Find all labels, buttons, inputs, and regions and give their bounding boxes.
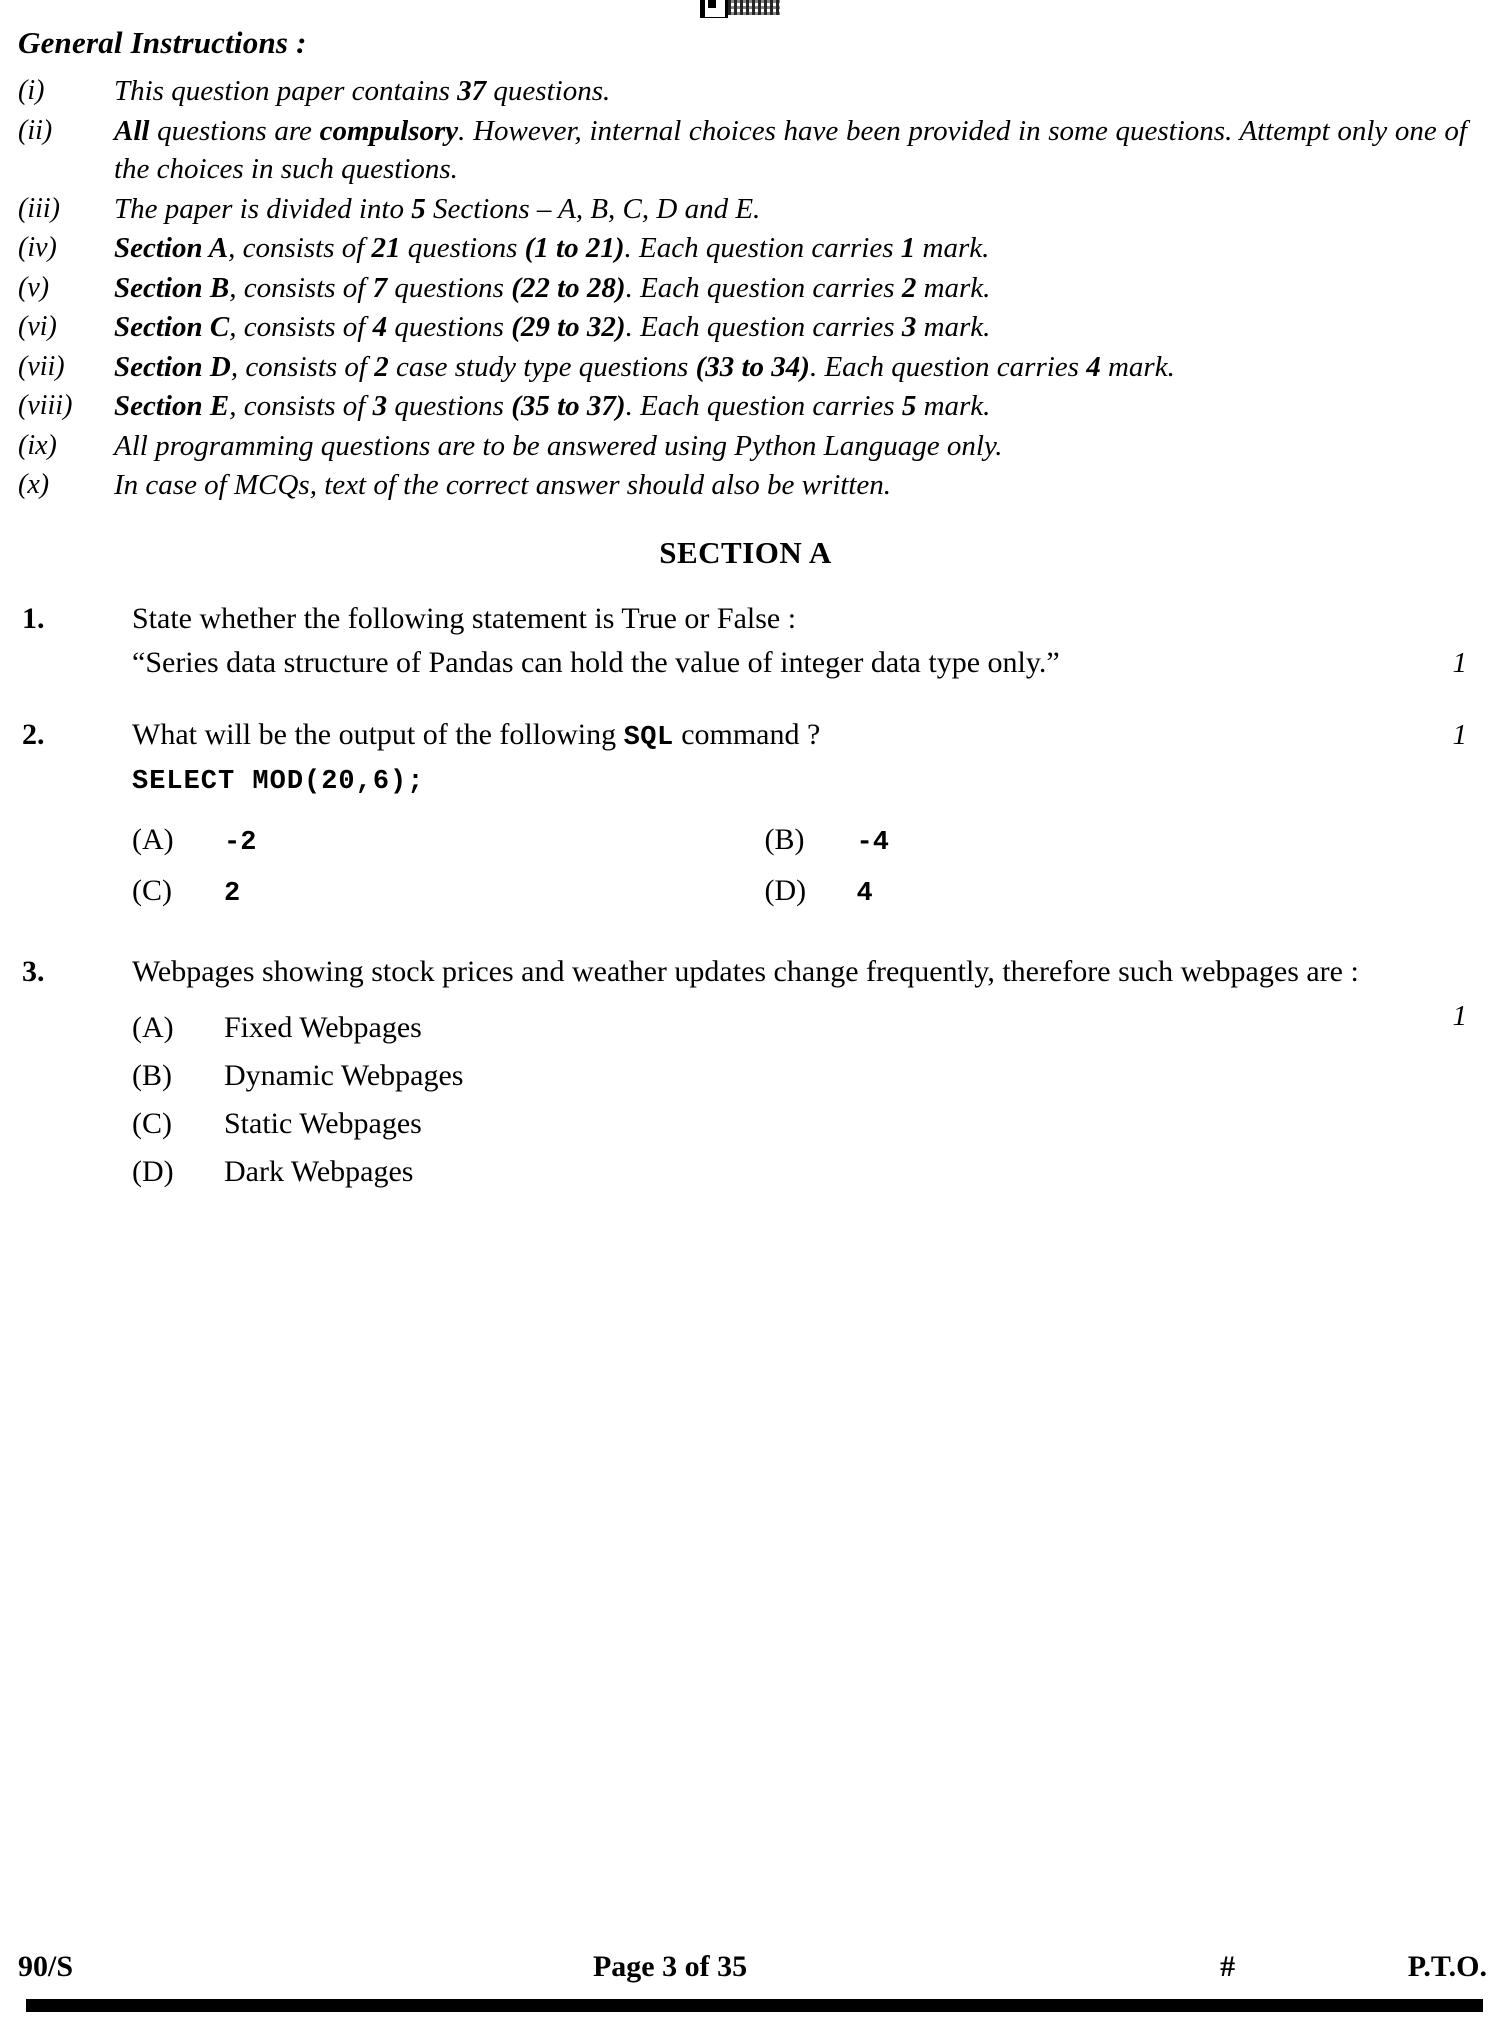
question-1-line-1: State whether the following statement is True or False : xyxy=(132,601,797,635)
page-content xyxy=(18,24,1473,1196)
question-2-option-d-label: (D) xyxy=(764,873,807,907)
footer-page-number: Page 3 of 35 xyxy=(592,1950,748,1983)
question-2-option-a-label: (A) xyxy=(132,822,174,856)
question-2-stem-after: command ? xyxy=(673,717,821,751)
question-2-option-a[interactable] xyxy=(132,816,765,867)
question-2-code: SELECT MOD(20,6); xyxy=(132,766,425,797)
instruction-item-6-marker: (vi) xyxy=(18,311,57,342)
question-3-marks: 1 xyxy=(1452,999,1467,1032)
instruction-item-10 xyxy=(18,466,1473,505)
question-2-options xyxy=(132,816,1397,918)
question-3-options xyxy=(132,1004,1397,1196)
instruction-item-8-text: Section E, consists of 3 questions (35 to 37). Each question carries 5 mark. xyxy=(114,390,991,422)
question-2-body xyxy=(132,713,1473,918)
instruction-item-3-marker: (iii) xyxy=(18,192,60,224)
question-3-option-b-value: Dynamic Webpages xyxy=(224,1058,464,1092)
page-footer xyxy=(18,1946,1487,1988)
instruction-item-1 xyxy=(18,72,1473,111)
datamatrix-code-icon xyxy=(700,0,790,18)
instruction-item-1-marker: (i) xyxy=(18,75,45,106)
question-3-option-d-label: (D) xyxy=(132,1154,174,1188)
question-2-option-b-label: (B) xyxy=(764,822,805,856)
question-3-option-c-label: (C) xyxy=(132,1106,172,1140)
question-3-option-a[interactable] xyxy=(132,1004,1397,1052)
question-3-stem: Webpages showing stock prices and weather updates change frequently, therefore such webpages are : xyxy=(132,954,1359,988)
question-2-option-c-label: (C) xyxy=(132,873,172,907)
question-2-marks: 1 xyxy=(1452,718,1467,751)
instruction-item-9 xyxy=(18,427,1473,466)
instruction-item-4 xyxy=(18,229,1473,268)
instruction-item-4-text: Section A, consists of 21 questions (1 to 21). Each question carries 1 mark. xyxy=(114,232,990,264)
question-1-marks: 1 xyxy=(1452,646,1467,679)
question-3 xyxy=(18,950,1473,1196)
question-2-option-c-value: 2 xyxy=(224,878,241,909)
question-2-options-right xyxy=(765,816,1398,918)
question-1-line-2: “Series data structure of Pandas can hold the value of integer data type only.” xyxy=(132,645,1060,679)
instruction-item-7 xyxy=(18,348,1473,387)
footer-pto: P.T.O. xyxy=(1407,1950,1487,1983)
instruction-item-10-marker: (x) xyxy=(18,469,50,500)
section-a-heading: SECTION A xyxy=(659,534,832,570)
question-3-option-a-label: (A) xyxy=(132,1010,174,1044)
question-2-option-c[interactable] xyxy=(132,867,765,918)
footer-divider-bar xyxy=(26,1999,1483,2012)
question-2-stem xyxy=(132,713,1397,760)
instruction-item-7-text: Section D, consists of 2 case study type questions (33 to 34). Each question carries 4 mark. xyxy=(114,350,1175,383)
question-2-number: 2. xyxy=(22,717,45,751)
question-3-option-c-value: Static Webpages xyxy=(224,1106,422,1140)
general-instructions-title: General Instructions : xyxy=(18,25,307,60)
instruction-item-6 xyxy=(18,308,1473,347)
instruction-item-3-text: The paper is divided into 5 Sections – A, B, C, D and E. xyxy=(114,192,761,225)
instruction-item-10-text: In case of MCQs, text of the correct answer should also be written. xyxy=(114,469,891,501)
instructions-list xyxy=(18,72,1473,505)
instruction-item-2-text: All questions are compulsory. However, internal choices have been provided in some questions. Attempt only one of the choices in such questions. xyxy=(114,114,1467,185)
instruction-item-6-text: Section C, consists of 4 questions (29 to 32). Each question carries 3 mark. xyxy=(114,311,991,343)
question-2-option-b[interactable] xyxy=(765,816,1398,867)
question-3-option-d[interactable] xyxy=(132,1148,1397,1196)
instruction-item-2-marker: (ii) xyxy=(18,114,53,146)
question-3-option-d-value: Dark Webpages xyxy=(224,1154,414,1188)
instruction-item-7-marker: (vii) xyxy=(18,350,65,382)
instruction-item-3 xyxy=(18,190,1473,229)
instruction-item-8-marker: (viii) xyxy=(18,390,73,421)
question-2 xyxy=(18,713,1473,918)
question-3-option-b[interactable] xyxy=(132,1052,1397,1100)
instruction-item-1-text: This question paper contains 37 questions. xyxy=(114,75,611,107)
question-3-option-c[interactable] xyxy=(132,1100,1397,1148)
question-2-option-a-value: -2 xyxy=(224,827,257,858)
question-1 xyxy=(18,597,1473,685)
question-3-option-b-label: (B) xyxy=(132,1058,172,1092)
footer-hash-mark: # xyxy=(1220,1950,1236,1983)
question-3-option-a-value: Fixed Webpages xyxy=(224,1010,422,1044)
instruction-item-9-marker: (ix) xyxy=(18,429,57,461)
question-2-keyword-sql: SQL xyxy=(623,722,674,753)
question-2-options-left xyxy=(132,816,765,918)
question-1-body xyxy=(132,597,1473,685)
instruction-item-5 xyxy=(18,269,1473,308)
instruction-item-9-text: All programming questions are to be answered using Python Language only. xyxy=(114,429,1003,462)
instruction-item-4-marker: (iv) xyxy=(18,232,57,263)
question-3-number: 3. xyxy=(22,954,45,988)
question-2-option-d[interactable] xyxy=(765,867,1398,918)
instruction-item-5-marker: (v) xyxy=(18,271,50,303)
question-2-option-b-value: -4 xyxy=(856,827,889,858)
footer-paper-code: 90/S xyxy=(18,1950,74,1983)
instruction-item-2 xyxy=(18,112,1473,189)
question-3-body xyxy=(132,950,1473,1196)
question-1-number: 1. xyxy=(22,601,45,635)
instruction-item-8 xyxy=(18,387,1473,426)
instruction-item-5-text: Section B, consists of 7 questions (22 to 28). Each question carries 2 mark. xyxy=(114,271,991,304)
question-2-stem-before: What will be the output of the following xyxy=(132,717,624,751)
question-2-option-d-value: 4 xyxy=(856,878,873,909)
